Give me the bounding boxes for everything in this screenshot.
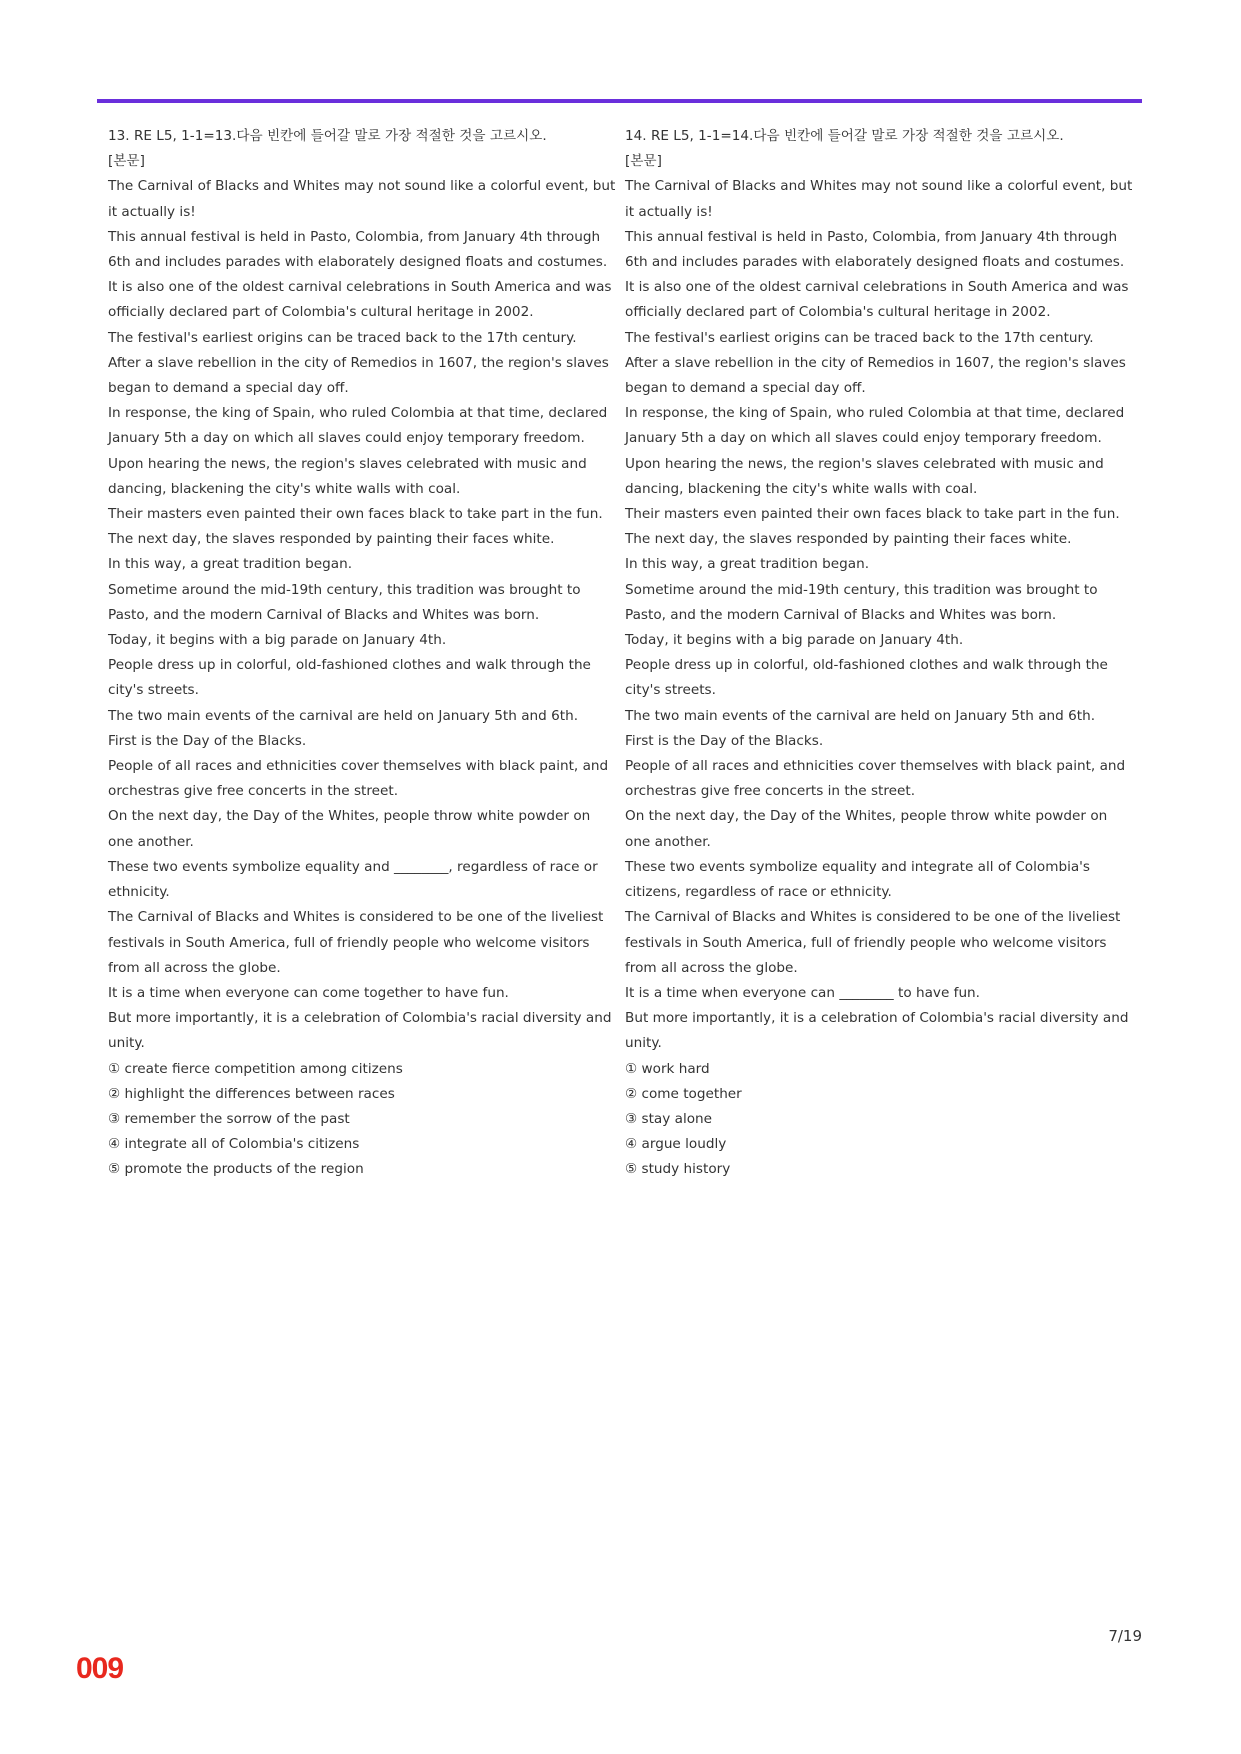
passage-sentence: The two main events of the carnival are held on January 5th and 6th. [108,707,579,724]
passage-sentence: It is also one of the oldest carnival celebrations in South America and was officially declared part of Colombia's cultural heritage in 2002. [625,279,1129,321]
passage-sentence: Today, it begins with a big parade on January 4th. [625,632,964,649]
answer-option: ③ stay alone [625,1110,713,1127]
passage-sentence: It is a time when everyone can ________ to have fun. [625,984,980,1001]
passage-sentence: The festival's earliest origins can be traced back to the 17th century. [108,329,577,346]
answer-option: ② come together [625,1085,742,1102]
passage-sentence: First is the Day of the Blacks. [108,732,307,749]
passage-sentence: The two main events of the carnival are held on January 5th and 6th. [625,707,1096,724]
passage-sentence: This annual festival is held in Pasto, Colombia, from January 4th through 6th and includes parades with elaborately designed floats and costumes. [625,228,1125,271]
passage-sentence: The Carnival of Blacks and Whites may not sound like a colorful event, but it actually is! [625,178,1133,220]
passage-sentence: It is a time when everyone can come together to have fun. [108,984,509,1001]
passage-sentence: Upon hearing the news, the region's slaves celebrated with music and dancing, blackening the city's white walls with coal. [108,455,587,497]
passage-sentence: The Carnival of Blacks and Whites is considered to be one of the liveliest festivals in South America, full of friendly people who welcome visitors from all across the globe. [108,909,604,976]
question-14 [625,124,1133,1183]
passage-sentence: Sometime around the mid-19th century, this tradition was brought to Pasto, and the modern Carnival of Blacks and Whites was born. [625,581,1098,623]
passage-sentence: Sometime around the mid-19th century, this tradition was brought to Pasto, and the modern Carnival of Blacks and Whites was born. [108,581,581,623]
passage-sentence: Their masters even painted their own faces black to take part in the fun. [625,506,1120,523]
passage-sentence: But more importantly, it is a celebration of Colombia's racial diversity and unity. [625,1010,1129,1052]
body-label: [본문] [625,153,662,170]
passage-sentence: Today, it begins with a big parade on January 4th. [108,632,447,649]
passage-sentence: After a slave rebellion in the city of Remedios in 1607, the region's slaves began to demand a special day off. [108,354,609,397]
answer-option: ④ argue loudly [625,1136,727,1153]
passage-sentence: On the next day, the Day of the Whites, people throw white powder on one another. [625,808,1108,850]
passage-sentence: In this way, a great tradition began. [625,556,870,573]
question-13 [108,124,616,1183]
passage-sentence: Their masters even painted their own faces black to take part in the fun. [108,506,603,523]
answer-option: ① create fierce competition among citizens [108,1060,403,1077]
passage-sentence: These two events symbolize equality and ________, regardless of race or ethnicity. [108,858,598,901]
passage-sentence: Upon hearing the news, the region's slaves celebrated with music and dancing, blackening the city's white walls with coal. [625,455,1104,497]
document-code: 009 [76,1652,124,1685]
passage-sentence: People dress up in colorful, old-fashioned clothes and walk through the city's streets. [108,657,591,699]
passage-sentence: First is the Day of the Blacks. [625,732,824,749]
passage-sentence: On the next day, the Day of the Whites, people throw white powder on one another. [108,808,591,850]
answer-option: ⑤ promote the products of the region [108,1161,364,1178]
passage-sentence: These two events symbolize equality and integrate all of Colombia's citizens, regardless of race or ethnicity. [625,858,1091,901]
passage-sentence: People of all races and ethnicities cover themselves with black paint, and orchestras give free concerts in the street. [625,758,1126,800]
page-number: 7/19 [1108,1627,1142,1645]
passage-sentence: This annual festival is held in Pasto, Colombia, from January 4th through 6th and includes parades with elaborately designed floats and costumes. [108,228,608,271]
passage-sentence: It is also one of the oldest carnival celebrations in South America and was officially declared part of Colombia's cultural heritage in 2002. [108,279,612,321]
passage-sentence: In response, the king of Spain, who ruled Colombia at that time, declared January 5th a day on which all slaves could enjoy temporary freedom. [625,405,1125,447]
answer-option: ① work hard [625,1060,710,1077]
passage-sentence: In this way, a great tradition began. [108,556,353,573]
question-header: 14. RE L5, 1-1=14.다음 빈칸에 들어갈 말로 가장 적절한 것을 고르시오. [625,128,1064,144]
answer-option: ⑤ study history [625,1161,731,1178]
passage-sentence: People dress up in colorful, old-fashioned clothes and walk through the city's streets. [625,657,1108,699]
passage-sentence: The Carnival of Blacks and Whites may not sound like a colorful event, but it actually is! [108,178,616,220]
body-label: [본문] [108,153,145,170]
passage-sentence: The Carnival of Blacks and Whites is considered to be one of the liveliest festivals in South America, full of friendly people who welcome visitors from all across the globe. [625,909,1121,976]
passage-sentence: In response, the king of Spain, who ruled Colombia at that time, declared January 5th a day on which all slaves could enjoy temporary freedom. [108,405,608,447]
passage-sentence: But more importantly, it is a celebration of Colombia's racial diversity and unity. [108,1010,612,1052]
question-header: 13. RE L5, 1-1=13.다음 빈칸에 들어갈 말로 가장 적절한 것을 고르시오. [108,128,547,144]
passage-sentence: People of all races and ethnicities cover themselves with black paint, and orchestras give free concerts in the street. [108,758,609,800]
answer-option: ② highlight the differences between races [108,1085,395,1102]
passage-sentence: The next day, the slaves responded by painting their faces white. [625,531,1072,548]
passage-sentence: The next day, the slaves responded by painting their faces white. [108,531,555,548]
passage-sentence: The festival's earliest origins can be traced back to the 17th century. [625,329,1094,346]
answer-option: ③ remember the sorrow of the past [108,1110,350,1127]
header-rule [97,99,1142,103]
passage-sentence: After a slave rebellion in the city of Remedios in 1607, the region's slaves began to demand a special day off. [625,354,1126,397]
answer-option: ④ integrate all of Colombia's citizens [108,1136,360,1153]
